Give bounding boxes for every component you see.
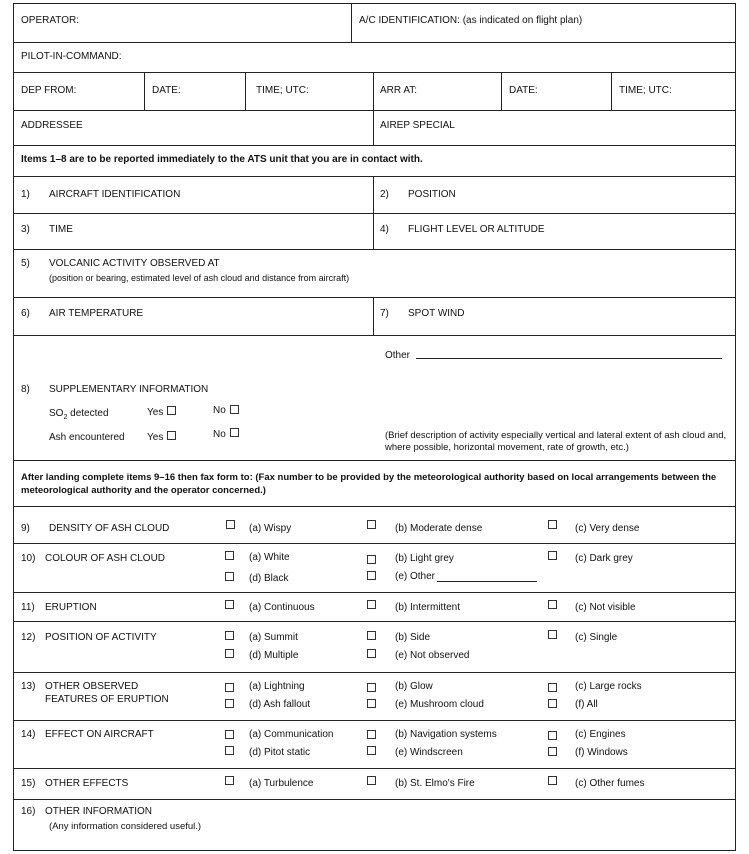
ash-fallout-label: (d) Ash fallout xyxy=(249,699,311,710)
rule xyxy=(13,672,736,673)
side-checkbox[interactable] xyxy=(367,631,376,640)
dark-grey-label: (c) Dark grey xyxy=(575,553,633,564)
white-label: (a) White xyxy=(249,552,290,563)
single-checkbox[interactable] xyxy=(548,630,557,639)
very-dense-label: (c) Very dense xyxy=(575,523,640,534)
so2-yes-label: Yes xyxy=(147,407,164,418)
all-features-label: (f) All xyxy=(575,699,598,710)
arr-date-field[interactable]: DATE: xyxy=(509,85,538,96)
item-14-number: 14) xyxy=(21,729,36,740)
rule xyxy=(13,110,736,111)
rule xyxy=(13,213,736,214)
st-elmos-fire-checkbox[interactable] xyxy=(367,776,376,785)
so2-detected-label xyxy=(49,408,109,424)
glow-checkbox[interactable] xyxy=(367,683,376,692)
instruction-items-9-16-line-2: meteorological authority and the operator concerned.) xyxy=(21,485,266,496)
ash-fallout-checkbox[interactable] xyxy=(225,699,234,708)
rule xyxy=(13,768,736,769)
so2-no-label: No xyxy=(213,405,226,416)
rule xyxy=(13,850,736,851)
ash-no-checkbox[interactable] xyxy=(230,428,239,437)
not-observed-checkbox[interactable] xyxy=(367,649,376,658)
rule xyxy=(13,42,736,43)
communication-checkbox[interactable] xyxy=(225,730,234,739)
black-label: (d) Black xyxy=(249,573,289,584)
so2-prefix: SO xyxy=(49,408,64,419)
item-12-number: 12) xyxy=(21,632,36,643)
item-11-number: 11) xyxy=(21,602,35,613)
other-label: Other xyxy=(385,350,411,361)
so2-subscript: 2 xyxy=(63,414,68,421)
lightning-checkbox[interactable] xyxy=(225,683,234,692)
addressee-field[interactable]: ADDRESSEE xyxy=(21,120,83,131)
all-features-checkbox[interactable] xyxy=(548,699,557,708)
item-2-number: 2) xyxy=(380,189,389,200)
instruction-items-1-8: Items 1–8 are to be reported immediately to the ATS unit that you are in contact with. xyxy=(21,154,423,165)
turbulence-label: (a) Turbulence xyxy=(249,778,314,789)
so2-no-checkbox[interactable] xyxy=(230,405,239,414)
large-rocks-checkbox[interactable] xyxy=(548,683,557,692)
rule xyxy=(13,297,736,298)
item-3-number: 3) xyxy=(21,224,30,235)
density-of-ash-cloud-label: DENSITY OF ASH CLOUD xyxy=(49,523,170,534)
time-field[interactable]: TIME xyxy=(49,224,73,235)
windscreen-label: (e) Windscreen xyxy=(395,747,463,758)
flight-level-field[interactable]: FLIGHT LEVEL OR ALTITUDE xyxy=(408,224,545,235)
colour-of-ash-cloud-label: COLOUR OF ASH CLOUD xyxy=(45,553,166,564)
wispy-label: (a) Wispy xyxy=(249,523,292,534)
aircraft-identification-field[interactable]: AIRCRAFT IDENTIFICATION xyxy=(49,189,181,200)
turbulence-checkbox[interactable] xyxy=(225,776,234,785)
item-1-number: 1) xyxy=(21,189,30,200)
other-input-line[interactable] xyxy=(416,358,722,359)
engines-checkbox[interactable] xyxy=(548,731,557,740)
divider xyxy=(611,72,612,110)
lightning-label: (a) Lightning xyxy=(249,681,305,692)
rule xyxy=(13,592,736,593)
ash-no-label: No xyxy=(213,429,226,440)
position-field[interactable]: POSITION xyxy=(408,189,456,200)
item-9-number: 9) xyxy=(21,523,30,534)
ac-identification-field[interactable]: A/C IDENTIFICATION: (as indicated on flight plan) xyxy=(359,15,583,26)
brief-description-line-1: (Brief description of activity especially vertical and lateral extent of ash cloud and, xyxy=(385,430,727,441)
air-temperature-field[interactable]: AIR TEMPERATURE xyxy=(49,308,144,319)
glow-label: (b) Glow xyxy=(395,681,433,692)
ash-yes-label: Yes xyxy=(147,432,164,443)
moderate-dense-checkbox[interactable] xyxy=(367,520,376,529)
operator-field[interactable]: OPERATOR: xyxy=(21,15,79,26)
volcanic-activity-field[interactable]: VOLCANIC ACTIVITY OBSERVED AT xyxy=(49,258,220,269)
volcanic-activity-note: (position or bearing, estimated level of ash cloud and distance from aircraft) xyxy=(49,273,350,283)
item-15-number: 15) xyxy=(21,778,36,789)
ash-encountered-label: Ash encountered xyxy=(49,432,125,443)
summit-checkbox[interactable] xyxy=(225,631,234,640)
airep-special-field[interactable]: AIREP SPECIAL xyxy=(380,120,455,131)
rule xyxy=(13,145,736,146)
eruption-label: ERUPTION xyxy=(45,602,97,613)
multiple-checkbox[interactable] xyxy=(225,649,234,658)
light-grey-label: (b) Light grey xyxy=(395,553,454,564)
rule xyxy=(13,176,736,177)
dep-date-field[interactable]: DATE: xyxy=(152,85,181,96)
item-16-number: 16) xyxy=(21,806,36,817)
item-7-number: 7) xyxy=(380,308,389,319)
ash-yes-checkbox[interactable] xyxy=(167,431,176,440)
item-5-number: 5) xyxy=(21,258,30,269)
navigation-systems-label: (b) Navigation systems xyxy=(395,729,497,740)
wispy-checkbox[interactable] xyxy=(226,520,235,529)
item-8-number: 8) xyxy=(21,384,30,395)
black-checkbox[interactable] xyxy=(225,572,234,581)
divider xyxy=(373,176,374,249)
other-observed-label-line-2: FEATURES OF ERUPTION xyxy=(45,694,169,705)
summit-label: (a) Summit xyxy=(249,632,298,643)
pitot-static-label: (d) Pitot static xyxy=(249,747,311,758)
other-fumes-label: (c) Other fumes xyxy=(575,778,645,789)
form-border-left xyxy=(13,3,14,851)
other-effects-label: OTHER EFFECTS xyxy=(45,778,129,789)
mushroom-cloud-checkbox[interactable] xyxy=(367,699,376,708)
divider xyxy=(351,3,352,42)
supplementary-information-label: SUPPLEMENTARY INFORMATION xyxy=(49,384,209,395)
spot-wind-field[interactable]: SPOT WIND xyxy=(408,308,465,319)
intermittent-label: (b) Intermittent xyxy=(395,602,461,613)
continuous-label: (a) Continuous xyxy=(249,602,315,613)
other-information-note: (Any information considered useful.) xyxy=(49,821,202,832)
not-visible-checkbox[interactable] xyxy=(548,600,557,609)
divider xyxy=(245,72,246,110)
item-4-number: 4) xyxy=(380,224,389,235)
item-10-number: 10) xyxy=(21,553,36,564)
other-colour-input-line[interactable] xyxy=(437,581,537,582)
side-label: (b) Side xyxy=(395,632,431,643)
large-rocks-label: (c) Large rocks xyxy=(575,681,642,692)
so2-suffix: detected xyxy=(67,408,109,419)
dark-grey-checkbox[interactable] xyxy=(548,551,557,560)
other-fumes-checkbox[interactable] xyxy=(548,776,557,785)
rule xyxy=(13,720,736,721)
divider xyxy=(373,72,374,110)
rule xyxy=(13,3,736,4)
item-13-number: 13) xyxy=(21,681,36,692)
rule xyxy=(13,799,736,800)
other-observed-label-line-1: OTHER OBSERVED xyxy=(45,681,139,692)
multiple-label: (d) Multiple xyxy=(249,650,299,661)
rule xyxy=(13,72,736,73)
single-label: (c) Single xyxy=(575,632,618,643)
item-6-number: 6) xyxy=(21,308,30,319)
not-observed-label: (e) Not observed xyxy=(395,650,470,661)
continuous-checkbox[interactable] xyxy=(225,600,234,609)
navigation-systems-checkbox[interactable] xyxy=(367,730,376,739)
divider xyxy=(373,297,374,335)
moderate-dense-label: (b) Moderate dense xyxy=(395,523,483,534)
windows-checkbox[interactable] xyxy=(548,747,557,756)
other-colour-checkbox[interactable] xyxy=(367,571,376,580)
rule xyxy=(13,335,736,336)
windscreen-checkbox[interactable] xyxy=(367,746,376,755)
pilot-in-command-field[interactable]: PILOT-IN-COMMAND: xyxy=(21,51,122,62)
windows-label: (f) Windows xyxy=(575,747,628,758)
rule xyxy=(13,621,736,622)
instruction-items-9-16-line-1: After landing complete items 9–16 then fax form to: (Fax number to be provided by the meteorological authority based on local arrangements between the xyxy=(21,472,717,483)
rule xyxy=(13,249,736,250)
divider xyxy=(144,72,145,110)
other-colour-label: (e) Other xyxy=(395,571,436,582)
other-information-field[interactable]: OTHER INFORMATION xyxy=(45,806,153,817)
white-checkbox[interactable] xyxy=(225,551,234,560)
arr-time-field[interactable]: TIME; UTC: xyxy=(619,85,672,96)
divider xyxy=(373,110,374,145)
position-of-activity-label: POSITION OF ACTIVITY xyxy=(45,632,157,643)
effect-on-aircraft-label: EFFECT ON AIRCRAFT xyxy=(45,729,154,740)
form-border-right xyxy=(735,3,736,851)
very-dense-checkbox[interactable] xyxy=(548,520,557,529)
dep-from-field[interactable]: DEP FROM: xyxy=(21,85,77,96)
communication-label: (a) Communication xyxy=(249,729,334,740)
brief-description-line-2: where possible, horizontal movement, rate of growth, etc.) xyxy=(385,442,629,453)
arr-at-field[interactable]: ARR AT: xyxy=(380,85,418,96)
light-grey-checkbox[interactable] xyxy=(367,555,376,564)
st-elmos-fire-label: (b) St. Elmo's Fire xyxy=(395,778,475,789)
rule xyxy=(13,543,736,544)
mushroom-cloud-label: (e) Mushroom cloud xyxy=(395,699,484,710)
so2-yes-checkbox[interactable] xyxy=(167,406,176,415)
divider xyxy=(501,72,502,110)
rule xyxy=(13,506,736,507)
rule xyxy=(13,460,736,461)
intermittent-checkbox[interactable] xyxy=(367,600,376,609)
dep-time-field[interactable]: TIME; UTC: xyxy=(256,85,309,96)
not-visible-label: (c) Not visible xyxy=(575,602,636,613)
pitot-static-checkbox[interactable] xyxy=(225,746,234,755)
engines-label: (c) Engines xyxy=(575,729,626,740)
